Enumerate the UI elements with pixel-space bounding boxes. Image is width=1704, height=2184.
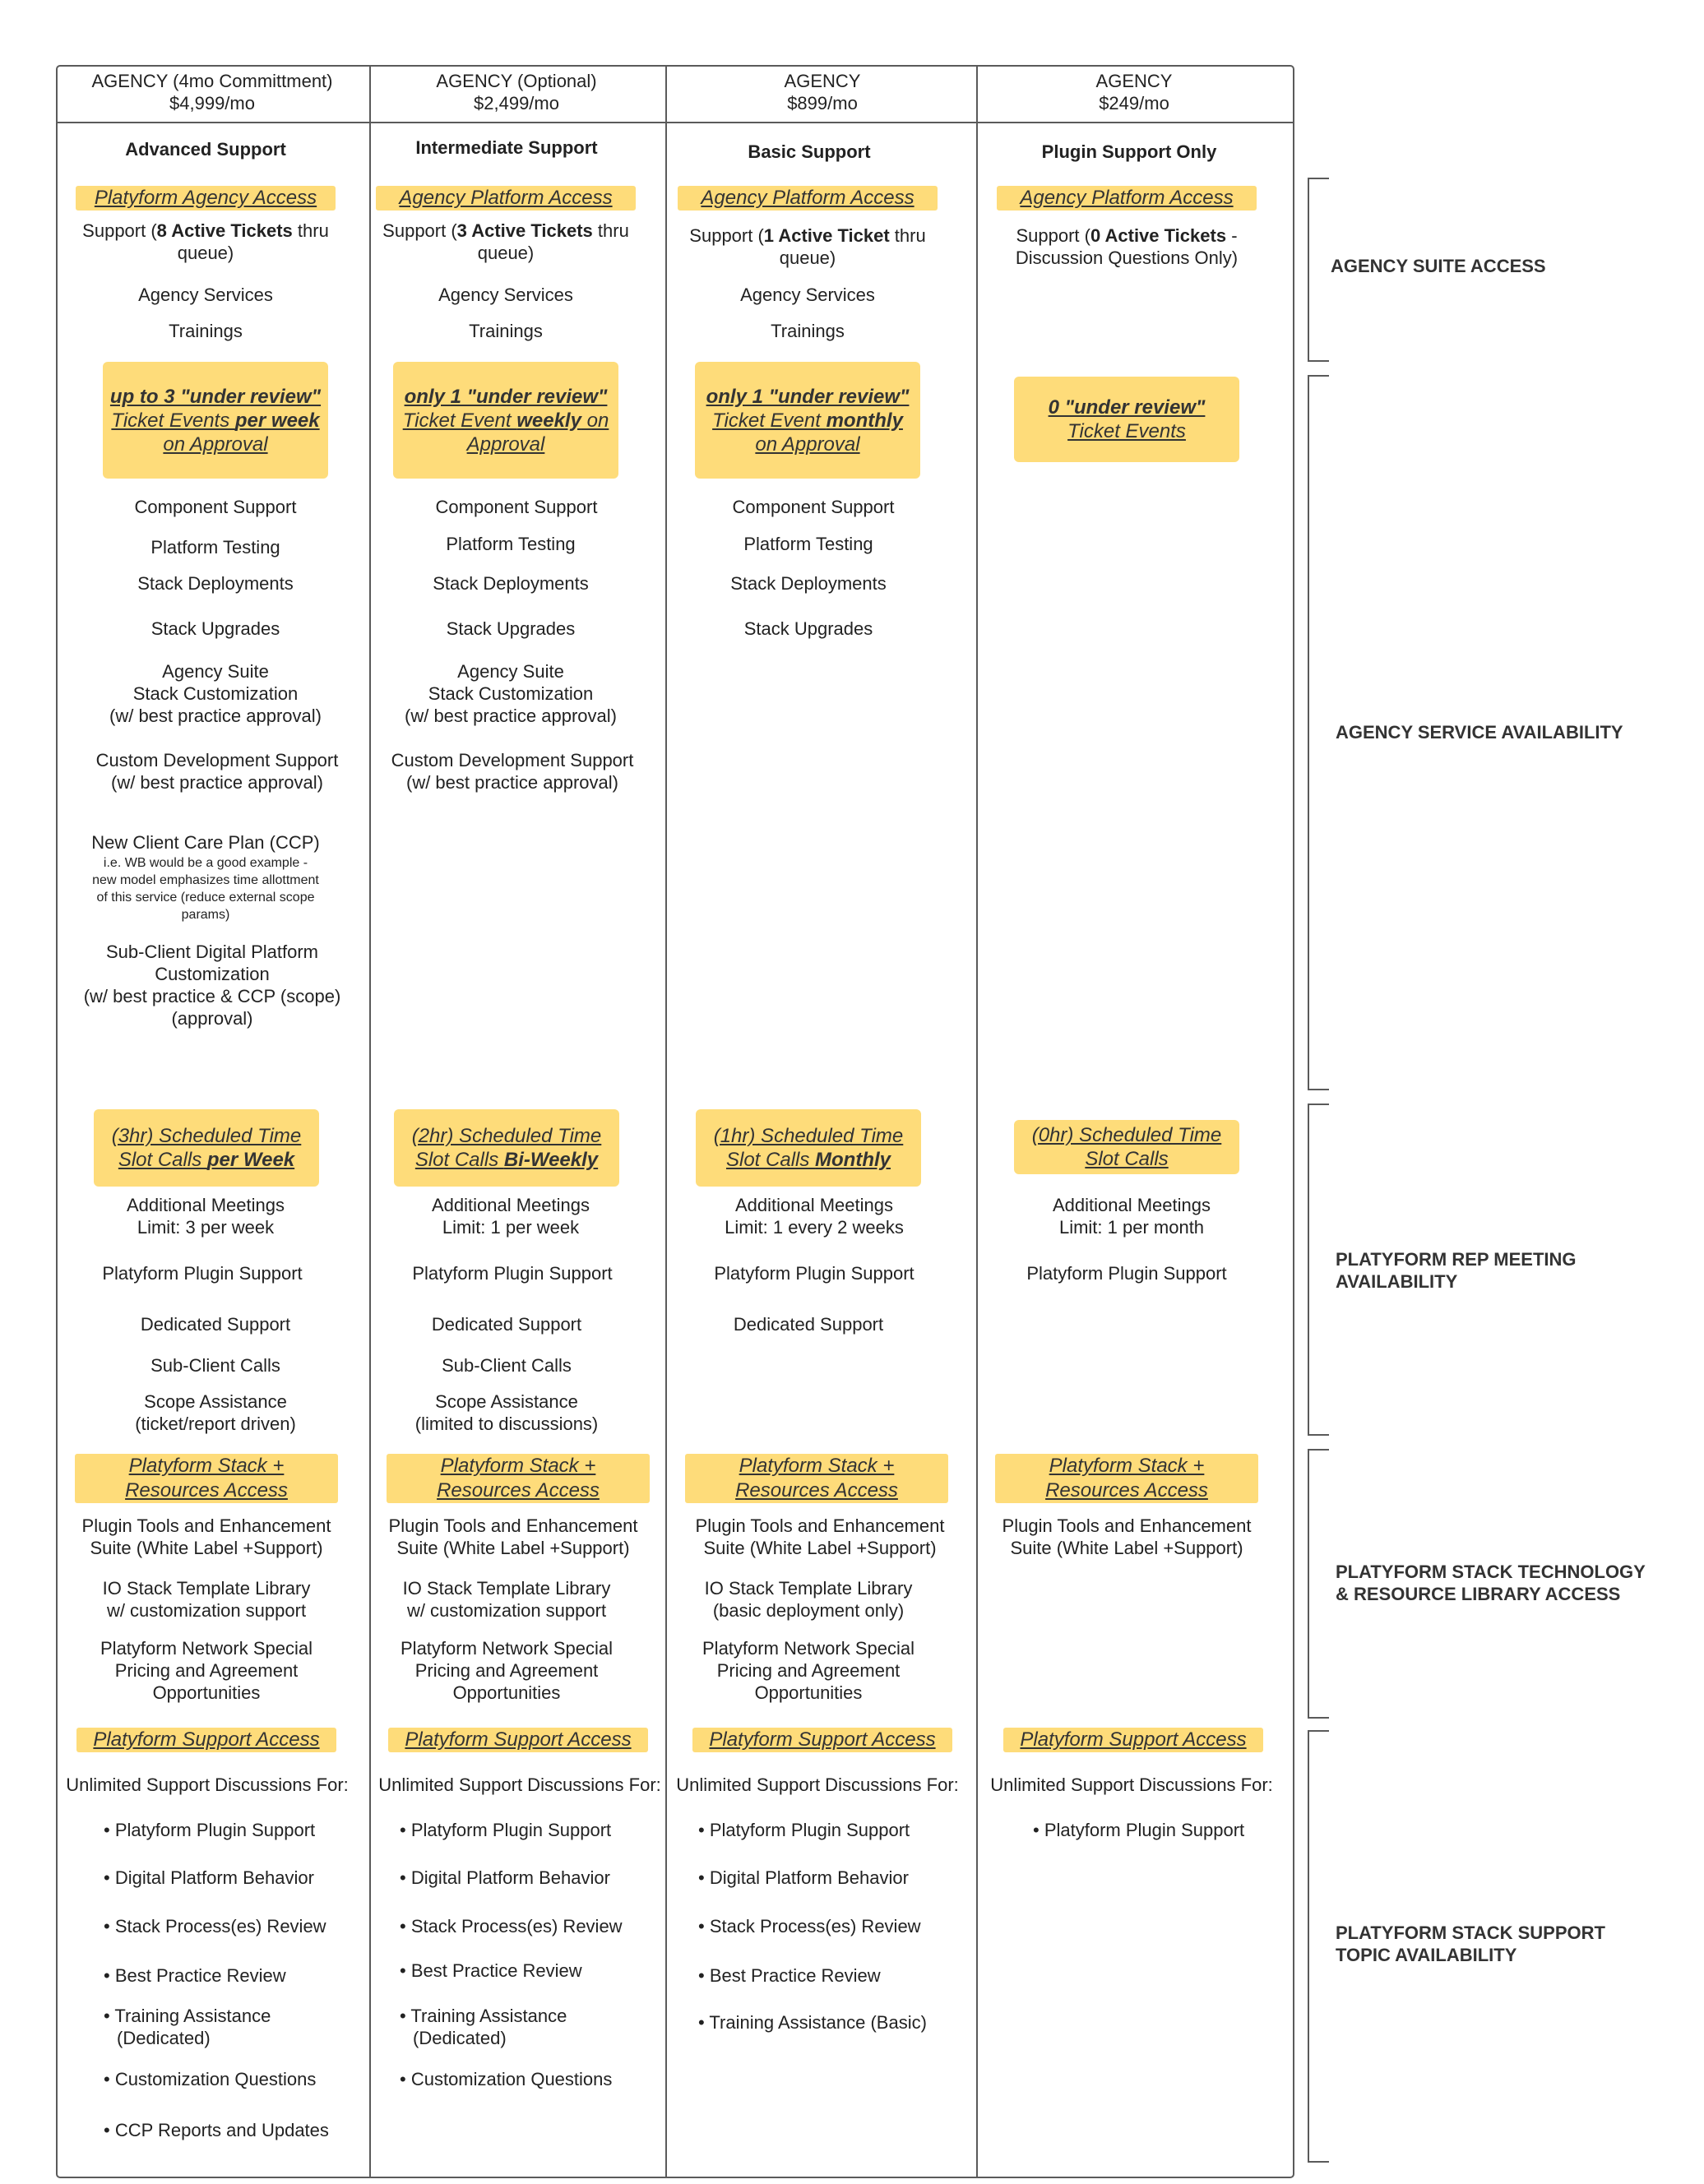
section-bracket — [1308, 1104, 1329, 1436]
network-pricing: Platyform Network Special Pricing and Agreement Opportunities — [401, 1638, 613, 1703]
scheduled-calls-box: (3hr) Scheduled Time Slot Calls per Week — [94, 1109, 319, 1187]
bullet-item: • CCP Reports and Updates — [104, 2120, 329, 2140]
ticket-events-box: only 1 "under review" Ticket Event weekly on Approval — [393, 362, 618, 479]
support-tickets-line2: queue) — [779, 248, 836, 268]
support-tickets-line2: Discussion Questions Only) — [1015, 248, 1239, 268]
bullet-item: • Training Assistance (Dedicated) — [400, 2006, 567, 2048]
suite-customization: Agency Suite Stack Customization (w/ best practice approval) — [405, 661, 617, 726]
additional-meetings: Additional Meetings Limit: 1 every 2 weeks — [725, 1195, 904, 1238]
additional-meetings: Additional Meetings Limit: 1 per week — [431, 1195, 590, 1238]
stack-resources-pill: Platyform Stack + Resources Access — [995, 1454, 1258, 1503]
scope-assistance: Scope Assistance (ticket/report driven) — [135, 1391, 296, 1434]
unlimited-discussions: Unlimited Support Discussions For: — [66, 1774, 349, 1795]
ticket-events-box: only 1 "under review" Ticket Event monthly on Approval — [695, 362, 920, 479]
column-header-plan: AGENCY — [1095, 71, 1173, 91]
component-support: Component Support — [134, 497, 297, 517]
column-divider-1 — [369, 65, 371, 2177]
plugin-support: Platyform Plugin Support — [102, 1263, 303, 1284]
ccp-note: i.e. WB would be a good example - new model emphasizes time allottment of this service (reduce external scope params) — [92, 856, 319, 922]
section-label: PLATYFORM REP MEETING AVAILABILITY — [1336, 1249, 1577, 1292]
section-label: AGENCY SUITE ACCESS — [1331, 256, 1546, 276]
plugin-tools: Plugin Tools and Enhancement Suite (White Label +Support) — [695, 1515, 945, 1558]
platform-testing: Platform Testing — [446, 534, 576, 554]
support-tickets: Support (3 Active Tickets thru — [382, 220, 629, 241]
support-access-pill: Platyform Support Access — [1003, 1728, 1263, 1752]
stack-resources-pill: Platyform Stack + Resources Access — [75, 1454, 338, 1503]
component-support: Component Support — [732, 497, 895, 517]
dedicated-support: Dedicated Support — [140, 1314, 291, 1335]
io-stack-library: IO Stack Template Library (basic deployment only) — [704, 1578, 913, 1621]
column-divider-3 — [976, 65, 978, 2177]
tier-title: Advanced Support — [125, 139, 286, 160]
tier-title: Basic Support — [748, 141, 871, 162]
access-pill: Agency Platform Access — [997, 186, 1257, 211]
stack-deployments: Stack Deployments — [137, 573, 294, 594]
section-bracket — [1308, 375, 1329, 1090]
support-tickets: Support (8 Active Tickets thru — [82, 220, 329, 241]
section-label: PLATYFORM STACK SUPPORT TOPIC AVAILABILITY — [1336, 1923, 1605, 1965]
bullet-item: • Best Practice Review — [698, 1965, 881, 1986]
section-bracket — [1308, 1730, 1329, 2163]
column-header-price: $899/mo — [787, 93, 858, 113]
bullet-item: • Platyform Plugin Support — [104, 1820, 316, 1840]
bullet-item: • Stack Process(es) Review — [698, 1916, 921, 1936]
stack-deployments: Stack Deployments — [730, 573, 887, 594]
bullet-item: • Stack Process(es) Review — [400, 1916, 623, 1936]
access-pill: Platyform Agency Access — [76, 186, 336, 211]
agency-services: Agency Services — [138, 285, 273, 305]
platform-testing: Platform Testing — [743, 534, 873, 554]
bullet-item: • Platyform Plugin Support — [698, 1820, 910, 1840]
additional-meetings: Additional Meetings Limit: 1 per month — [1052, 1195, 1211, 1238]
support-access-pill: Platyform Support Access — [388, 1728, 648, 1752]
column-header-plan: AGENCY (4mo Committment) — [91, 71, 333, 91]
plugin-support: Platyform Plugin Support — [412, 1263, 613, 1284]
access-pill: Agency Platform Access — [376, 186, 636, 211]
client-care-plan: New Client Care Plan (CCP) — [91, 832, 320, 853]
support-tickets: Support (0 Active Tickets - — [1016, 225, 1238, 246]
bullet-item: • Training Assistance (Dedicated) — [104, 2006, 271, 2048]
trainings: Trainings — [169, 321, 243, 341]
bullet-item: • Platyform Plugin Support — [1033, 1820, 1245, 1840]
bullet-item: • Digital Platform Behavior — [698, 1867, 909, 1888]
io-stack-library: IO Stack Template Library w/ customization support — [402, 1578, 611, 1621]
support-tickets-line2: queue) — [477, 243, 535, 263]
section-bracket — [1308, 178, 1329, 362]
trainings: Trainings — [771, 321, 845, 341]
support-tickets-line2: queue) — [177, 243, 234, 263]
stack-deployments: Stack Deployments — [433, 573, 589, 594]
suite-customization: Agency Suite Stack Customization (w/ best practice approval) — [109, 661, 322, 726]
ticket-events-box: up to 3 "under review" Ticket Events per week on Approval — [103, 362, 328, 479]
additional-meetings: Additional Meetings Limit: 3 per week — [126, 1195, 285, 1238]
column-header-plan: AGENCY — [784, 71, 861, 91]
section-bracket — [1308, 1449, 1329, 1719]
scheduled-calls-box: (0hr) Scheduled Time Slot Calls — [1014, 1120, 1239, 1174]
bullet-item: • Training Assistance (Basic) — [698, 2012, 927, 2033]
stack-resources-pill: Platyform Stack + Resources Access — [387, 1454, 650, 1503]
scheduled-calls-box: (2hr) Scheduled Time Slot Calls Bi-Weekly — [394, 1109, 619, 1187]
tier-title: Plugin Support Only — [1041, 141, 1217, 162]
column-header-price: $2,499/mo — [474, 93, 559, 113]
bullet-item: • Platyform Plugin Support — [400, 1820, 612, 1840]
dedicated-support: Dedicated Support — [733, 1314, 884, 1335]
network-pricing: Platyform Network Special Pricing and Agreement Opportunities — [702, 1638, 915, 1703]
agency-services: Agency Services — [438, 285, 573, 305]
unlimited-discussions: Unlimited Support Discussions For: — [990, 1774, 1273, 1795]
tier-title: Intermediate Support — [415, 137, 598, 158]
support-tickets: Support (1 Active Ticket thru — [689, 225, 926, 246]
custom-development: Custom Development Support (w/ best practice approval) — [391, 750, 634, 793]
bullet-item: • Stack Process(es) Review — [104, 1916, 326, 1936]
plugin-tools: Plugin Tools and Enhancement Suite (White Label +Support) — [1002, 1515, 1252, 1558]
bullet-item: • Customization Questions — [104, 2069, 317, 2089]
custom-development: Custom Development Support (w/ best practice approval) — [95, 750, 339, 793]
io-stack-library: IO Stack Template Library w/ customization support — [102, 1578, 311, 1621]
scheduled-calls-box: (1hr) Scheduled Time Slot Calls Monthly — [696, 1109, 921, 1187]
component-support: Component Support — [435, 497, 598, 517]
trainings: Trainings — [469, 321, 543, 341]
agency-services: Agency Services — [740, 285, 875, 305]
section-label: AGENCY SERVICE AVAILABILITY — [1336, 722, 1623, 743]
column-header-price: $249/mo — [1099, 93, 1169, 113]
column-header-price: $4,999/mo — [169, 93, 255, 113]
subclient-calls: Sub-Client Calls — [150, 1355, 280, 1376]
support-access-pill: Platyform Support Access — [76, 1728, 336, 1752]
network-pricing: Platyform Network Special Pricing and Agreement Opportunities — [100, 1638, 313, 1703]
bullet-item: • Digital Platform Behavior — [104, 1867, 314, 1888]
stack-upgrades: Stack Upgrades — [150, 618, 280, 639]
stack-upgrades: Stack Upgrades — [446, 618, 576, 639]
stack-resources-pill: Platyform Stack + Resources Access — [685, 1454, 948, 1503]
header-divider — [56, 122, 1294, 123]
plugin-support: Platyform Plugin Support — [1026, 1263, 1227, 1284]
unlimited-discussions: Unlimited Support Discussions For: — [378, 1774, 661, 1795]
bullet-item: • Best Practice Review — [104, 1965, 286, 1986]
scope-assistance: Scope Assistance (limited to discussions) — [414, 1391, 599, 1434]
section-label: PLATYFORM STACK TECHNOLOGY & RESOURCE LIBRARY ACCESS — [1336, 1562, 1646, 1604]
dedicated-support: Dedicated Support — [431, 1314, 582, 1335]
plugin-tools: Plugin Tools and Enhancement Suite (White Label +Support) — [81, 1515, 331, 1558]
support-access-pill: Platyform Support Access — [692, 1728, 952, 1752]
column-header-plan: AGENCY (Optional) — [436, 71, 597, 91]
ticket-events-box: 0 "under review" Ticket Events — [1014, 377, 1239, 462]
plugin-tools: Plugin Tools and Enhancement Suite (White Label +Support) — [388, 1515, 638, 1558]
bullet-item: • Digital Platform Behavior — [400, 1867, 610, 1888]
stack-upgrades: Stack Upgrades — [743, 618, 873, 639]
platform-testing: Platform Testing — [150, 537, 280, 558]
subclient-calls: Sub-Client Calls — [442, 1355, 572, 1376]
subclient-customization: Sub-Client Digital Platform Customization (w/ best practice & CCP (scope) (approval) — [83, 942, 341, 1029]
plugin-support: Platyform Plugin Support — [714, 1263, 915, 1284]
unlimited-discussions: Unlimited Support Discussions For: — [676, 1774, 959, 1795]
column-divider-2 — [665, 65, 667, 2177]
bullet-item: • Best Practice Review — [400, 1960, 582, 1981]
bullet-item: • Customization Questions — [400, 2069, 613, 2089]
access-pill: Agency Platform Access — [678, 186, 938, 211]
